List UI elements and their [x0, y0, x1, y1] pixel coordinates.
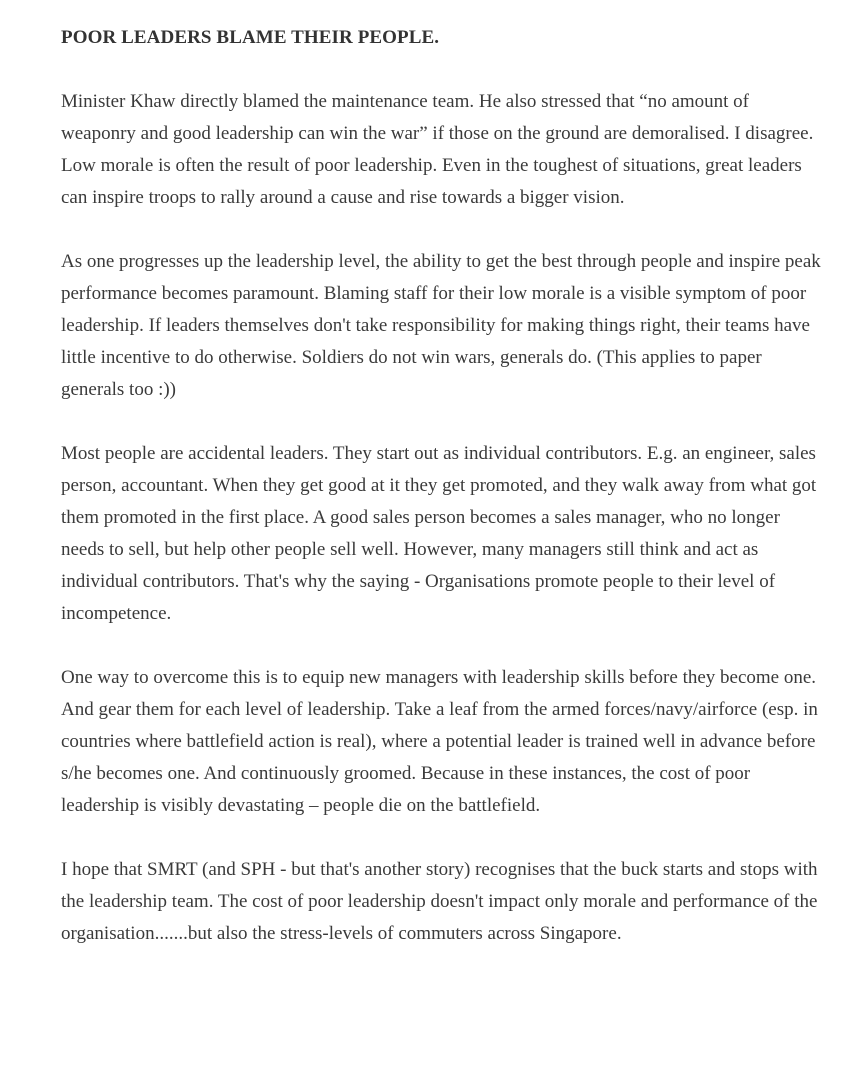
article-paragraph-2: As one progresses up the leadership level, the ability to get the best through people and inspire peak performance becomes paramount. Blaming staff for their low morale is a visible symptom of poor leadership. If leaders themselves don't take responsibility for making things right, their teams have little incentive to do otherwise. Soldiers do not win wars, generals do. (This applies to paper generals too :)) [61, 251, 821, 400]
article-paragraph-1: Minister Khaw directly blamed the maintenance team. He also stressed that “no amount of weaponry and good leadership can win the war” if those on the ground are demoralised. I disagree. Low morale is often the result of poor leadership. Even in the toughest of situations, great leaders can inspire troops to rally around a cause and rise towards a bigger vision. [61, 91, 814, 208]
article-paragraph-4: One way to overcome this is to equip new managers with leadership skills before they become one. And gear them for each level of leadership. Take a leaf from the armed forces/navy/airforce (esp. in countries where battlefield action is real), where a potential leader is trained well in advance before s/he becomes one. And continuously groomed. Because in these instances, the cost of poor leadership is visibly devastating – people die on the battlefield. [61, 667, 818, 816]
article [61, 22, 821, 950]
article-paragraph-3: Most people are accidental leaders. They start out as individual contributors. E.g. an engineer, sales person, accountant. When they get good at it they get promoted, and they walk away from what got them promoted in the first place. A good sales person becomes a sales manager, who no longer needs to sell, but help other people sell well. However, many managers still think and act as individual contributors. That's why the saying - Organisations promote people to their level of incompetence. [61, 443, 817, 624]
article-title: POOR LEADERS BLAME THEIR PEOPLE. [61, 27, 440, 48]
article-paragraph-5: I hope that SMRT (and SPH - but that's another story) recognises that the buck starts and stops with the leadership team. The cost of poor leadership doesn't impact only morale and performance of the organisation.......but also the stress-levels of commuters across Singapore. [61, 859, 818, 944]
